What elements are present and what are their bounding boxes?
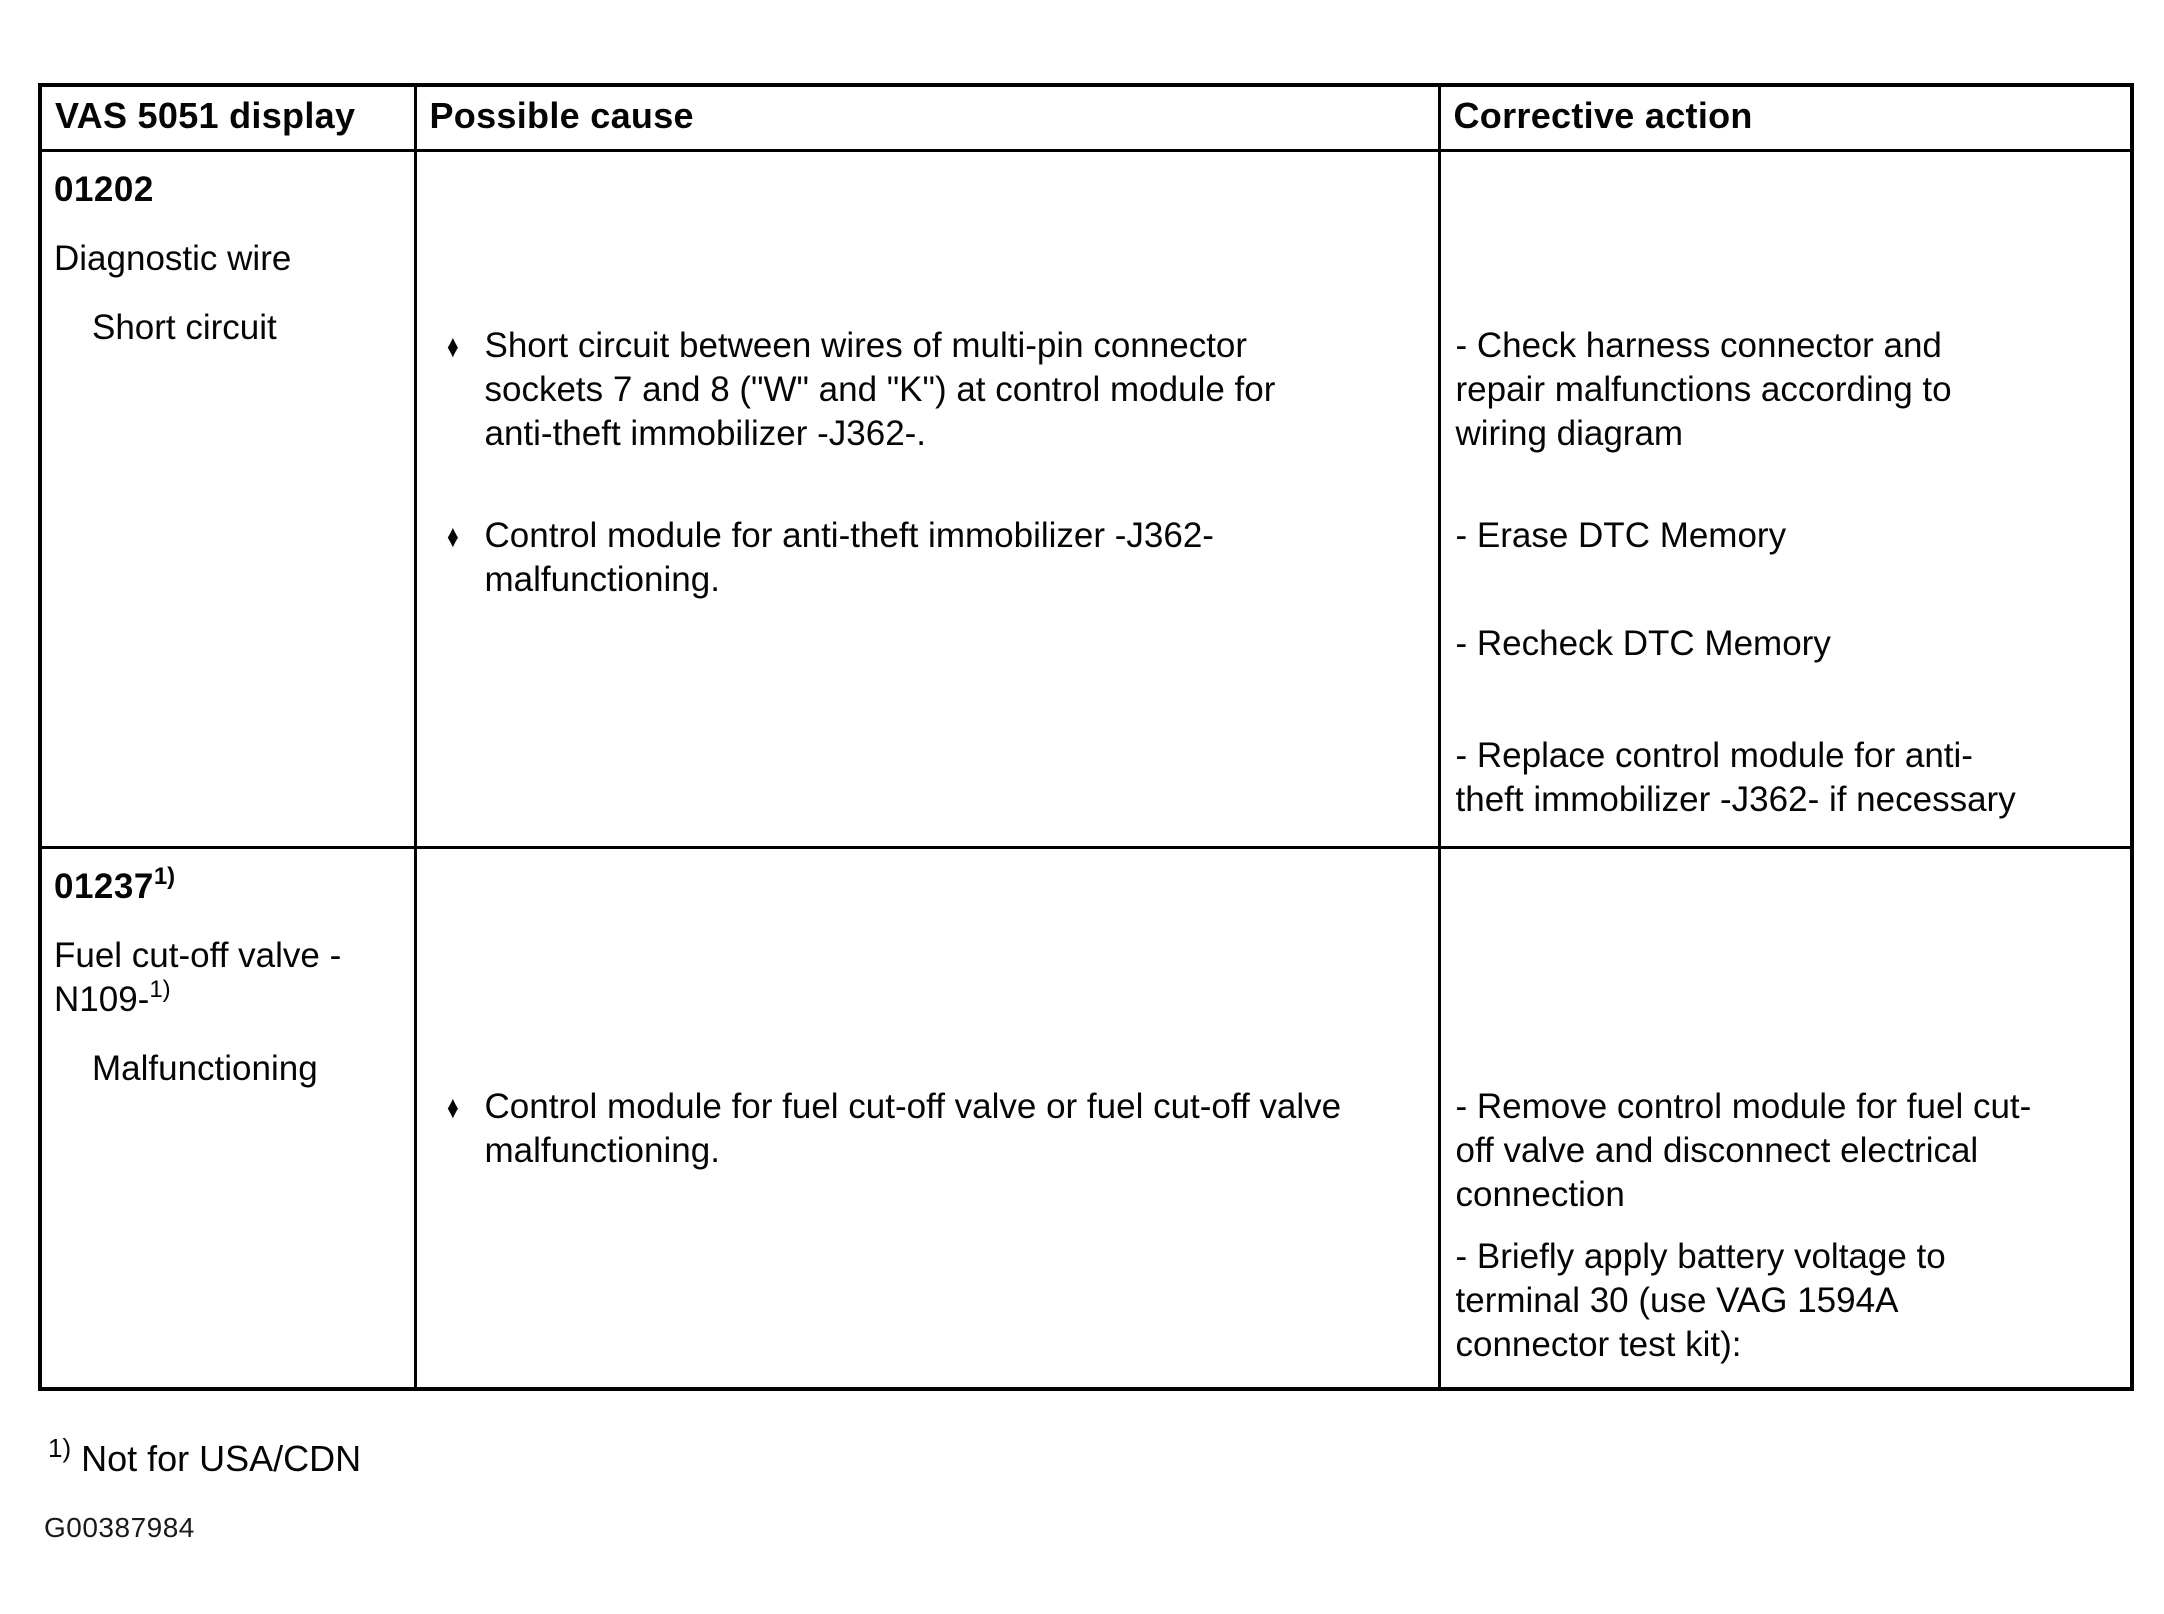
footnote-marker: 1) [48,1433,72,1463]
footnote [48,1433,362,1480]
action-item [1456,324,2119,456]
cause-item [447,1085,1422,1173]
dtc-code-superscript: 1) [153,862,176,890]
col-header-possible-cause: Possible cause [415,85,1439,150]
cause-text [485,324,1422,456]
footnote-text: Not for USA/CDN [81,1438,362,1479]
cause-item [447,514,1422,602]
corrective-action-cell [1439,847,2132,1389]
dtc-code-text: 01202 [54,169,154,209]
text-line: off valve and disconnect electrical [1455,1130,1979,1170]
display-cell [40,847,415,1389]
possible-cause-cell [415,847,1439,1389]
text-line: repair malfunctions according to [1455,369,1952,409]
text-line: - Briefly apply battery voltage to [1455,1236,1946,1276]
cause-text [485,514,1422,602]
text-line: - Erase DTC Memory [1455,515,1787,555]
action-item [1456,514,2119,558]
action-item [1456,1235,2119,1367]
action-item [1456,734,2119,822]
text-line: Control module for fuel cut-off valve or fuel cut-off valve [484,1086,1342,1126]
col-header-corrective-action: Corrective action [1439,85,2132,150]
possible-cause-cell [415,150,1439,847]
col-header-vas-5051-display: VAS 5051 display [40,85,415,150]
text-line: Control module for anti-theft immobilizer -J362- [484,515,1214,555]
dtc-description [54,934,406,978]
text-line: - Remove control module for fuel cut- [1455,1086,2032,1126]
dtc-code-text: 01237 [54,866,154,906]
display-cell [40,150,415,847]
dtc-state: Malfunctioning [92,1048,318,1088]
text-line: Short circuit between wires of multi-pin connector [484,325,1248,365]
figure-id: G00387984 [44,1512,195,1543]
text-line: Diagnostic wire [54,238,292,278]
text-line: Fuel cut-off valve - [54,935,342,975]
text-line: connector test kit): [1455,1324,1742,1364]
dtc-table [38,83,2134,1391]
dtc-description [54,975,406,1022]
dtc-code [54,168,406,212]
dtc-row-01237 [40,847,2132,1389]
diamond-bullet-icon: ♦ [446,1088,459,1125]
text-line: sockets 7 and 8 ("W" and "K") at control module for [484,369,1276,409]
dtc-code [54,862,406,909]
text-line: - Replace control module for anti- [1455,735,1973,775]
text-line: connection [1455,1174,1625,1214]
text-line: theft immobilizer -J362- if necessary [1455,779,2016,819]
diamond-bullet-icon: ♦ [446,327,459,364]
text-line: - Check harness connector and [1455,325,1942,365]
text-line: terminal 30 (use VAG 1594A [1455,1280,1899,1320]
text-line: - Recheck DTC Memory [1455,623,1831,663]
text-line: N109- [54,979,150,1019]
table-header-row [40,85,2132,150]
action-item [1456,1085,2119,1217]
cause-text [485,1085,1422,1173]
cause-item [447,324,1422,456]
dtc-state: Short circuit [92,307,277,347]
description-superscript: 1) [149,975,171,1003]
dtc-description [54,237,406,281]
text-line: malfunctioning. [484,1130,720,1170]
corrective-action-cell [1439,150,2132,847]
text-line: wiring diagram [1455,413,1684,453]
dtc-row-01202 [40,150,2132,847]
diamond-bullet-icon: ♦ [446,517,459,554]
text-line: malfunctioning. [484,559,720,599]
action-item [1456,622,2119,666]
text-line: anti-theft immobilizer -J362-. [484,413,927,453]
